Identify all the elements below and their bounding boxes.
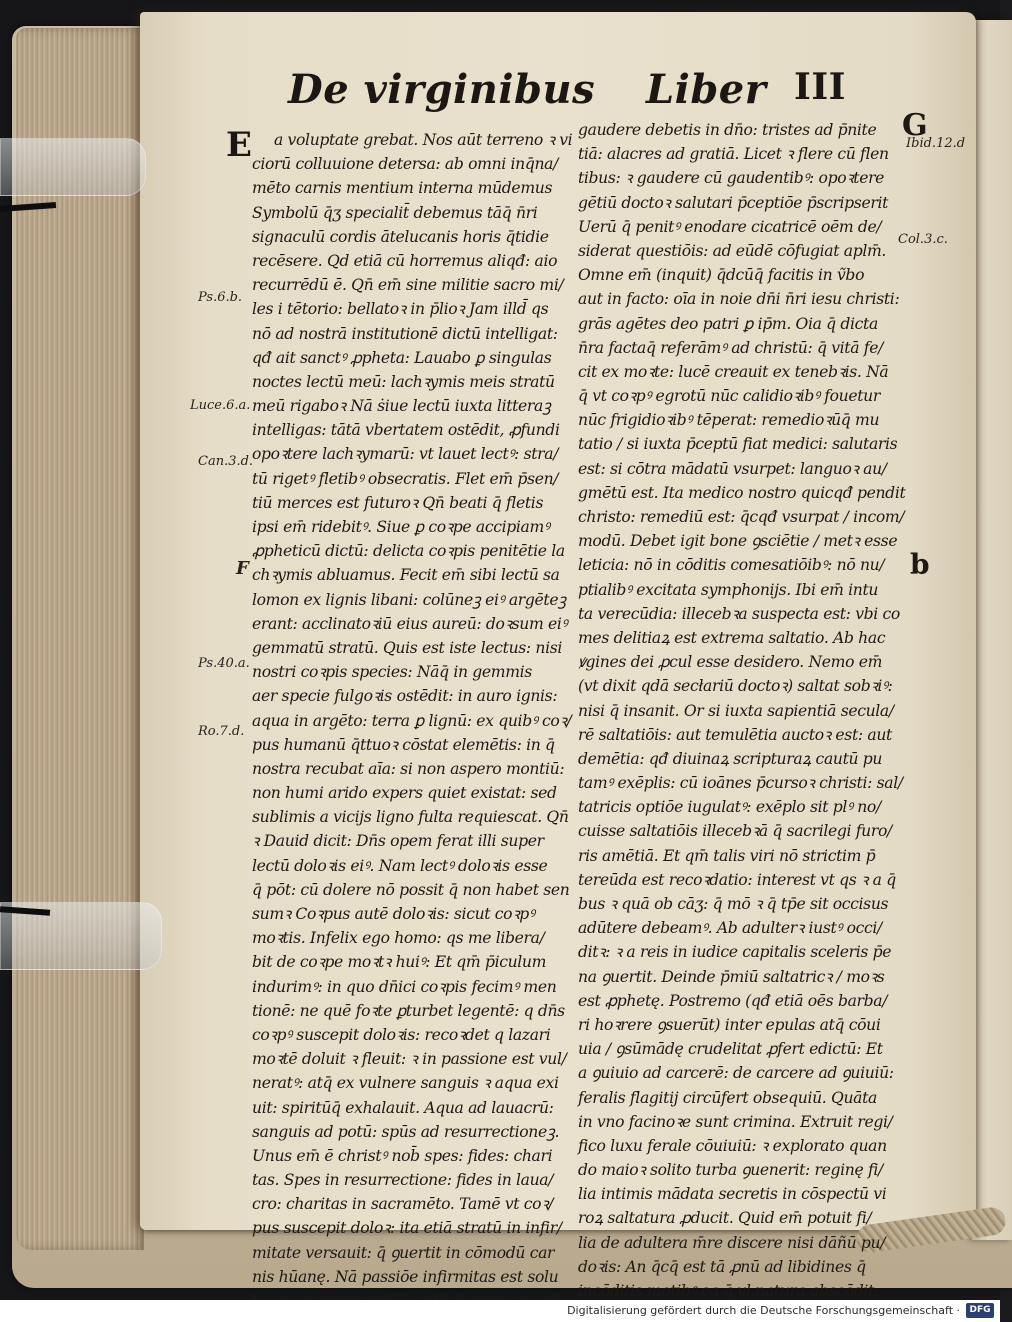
text-line: modū. Debet igit bone ꝯsciētie / metꝛ esse [578,532,898,551]
text-line: tatio / si iuxta p̄ceptū fiat medici: salutaris [578,435,898,454]
text-line: indurimꝰ: in quo dn̄ici coꝛpis fecimꝰ men [252,977,557,996]
text-line: mēto carnis mentium interna mūdemus [252,179,553,198]
margin-note: F [236,558,249,579]
text-line: les i tētorio: bellatoꝛ in p̄lioꝛ Jam illd̄ qs [252,300,549,319]
text-line: tū rigetꝰ fletibꝰ obsecratis. Flet em̄ p̄sen/ [252,469,559,488]
text-line: nostri coꝛpis species: Nāq̄ in gemmis [252,663,532,682]
text-line: cuisse saltatiōis illecebꝛā q̄ sacrilegi furo/ [578,822,892,841]
running-head-number: III [794,66,847,108]
text-line: qđ ait sanctꝰ ꝓpheta: Lauabo ꝑ singulas [252,348,552,367]
text-line: bit de coꝛpe moꝛtꝛ huiꝰ: Et qm̄ p̄iculum [252,953,547,972]
text-line: siderat questiōis: ad eūdē cōfugiat aplm̄. [578,241,887,260]
text-line: uit: spiritūq̄ exhalauit. Aqua ad lauacrū: [252,1098,554,1117]
text-line: gaudere debetis in dn̄o: tristes ad p̄nite [578,121,877,139]
text-line: adūtere debeamꝰ. Ab adulterꝛ iustꝰ occi/ [578,919,882,938]
text-line: est ꝓphetę. Postremo (qđ etiā oēs barba/ [578,991,888,1010]
text-line: ditꝛ: ꝛ a reis in iudice capitalis sceleris p̄e [578,943,892,962]
text-line: meū rigaboꝛ Nā ṡiue lectū iuxta litteraꝫ [252,397,551,416]
margin-note: Ps.6.b. [198,290,243,305]
text-line: tionē: ne quē foꝛte ꝑturbet legentē: q dn̄s [252,1001,565,1020]
text-line: neratꝰ: atq̄ ex vulnere sanguis ꝛ aqua exi [252,1074,559,1093]
text-line: tatricis optiōe iugulatꝰ: exēplo sit plꝰ no/ [578,798,881,817]
text-line: nisi q̄ insanit. Or si iuxta sapientiā secula/ [578,701,894,720]
text-line: do maioꝛ solito turba ꝯuenerit: reginę fi/ [578,1161,883,1180]
text-line: incōditis motibꝰ ea q̄ vł natura abscōdit: [578,1282,879,1300]
text-line: pus humanū q̄ttuoꝛ cōstat elemētis: in q̄ [252,735,555,754]
text-line: lia de adultera m̄re discere nisi dāñū pu/ [578,1233,886,1252]
text-line: est: si cōtra mādatū vsurpet: languoꝛ au/ [578,459,887,478]
text-line: tibus: ꝛ gaudere cū gaudentibꝰ: opoꝛtere [578,169,885,188]
text-line: a voluptate grebat. Nos aūt terreno ꝛ vi [274,131,573,149]
text-line: nūc frigidioꝛibꝰ tēperat: remedioꝛūq̄ mu [578,411,880,430]
text-line: feralis flagitij circūfert obsequiū. Quāta [578,1088,877,1107]
text-line: lectū doloꝛis eiꝰ. Nam lectꝰ doloꝛis esse [252,856,548,875]
text-line: leticia: nō in cōditis comesatiōibꝰ: nō nu/ [578,556,885,575]
text-line: n̄ra factaq̄ referāmꝰ ad christū: q̄ vitā fe/ [578,338,883,357]
text-line: cro: charitas in sacramēto. Tamē vt coꝛ/ [252,1195,554,1214]
text-line: tas. Spes in resurrectione: fides in laua/ [252,1171,554,1190]
text-line: opoꝛtere lachꝛymarū: vt lauet lectꝰ: stra/ [252,445,559,464]
dfg-logo: DFG [966,1303,994,1318]
margin-note: Can.3.d. [198,454,254,469]
text-line: signaculū cordis ātelucanis horis q̄tidie [252,227,549,246]
text-line: aer specie fulgoꝛis ostēdit: in auro ignis: [252,687,558,706]
text-line: ciorū colluuione detersa: ab omni inq̄na/ [252,155,559,174]
text-line: gemmatū stratū. Quis est iste lectus: nisi [252,638,563,657]
text-line: a ꝯuiuio ad carcerē: de carcere ad ꝯuiuiū: [578,1064,894,1083]
text-line: lia intimis mādata secretis in cōspectū vi [578,1185,887,1204]
text-line: q̄ pōt: cū dolere nō possit q̄ non habet sen [252,880,570,899]
margin-note: Col.3.c. [898,232,948,247]
text-line: ta verecūdia: illecebꝛa suspecta est: vbi co [578,604,900,623]
text-line: ptialibꝰ excitata symphonijs. Ibi em̄ intu [578,580,879,599]
text-line: lomon ex lignis libani: colūneꝫ eiꝰ argēteꝫ [252,590,566,609]
text-line: moꝛtē doluit ꝛ fleuit: ꝛ in passione est vul/ [252,1050,567,1069]
text-line: sumꝛ Coꝛpus autē doloꝛis: sicut coꝛpꝰ [252,905,535,923]
text-line: mes delitiaꝝ est extrema saltatio. Ab hac [578,628,886,647]
text-line: non humi arido expers quiet existat: sed [252,784,557,803]
running-head-book: Liber [646,66,767,113]
footer-bar [0,1300,1000,1322]
text-line: ipsi em̄ ridebitꝰ. Siue ꝑ coꝛpe accipiamꝰ [252,518,550,536]
digitization-credit: Digitalisierung gefördert durch die Deutsche Forschungsgemeinschaft · [567,1304,960,1317]
text-line: demētia: qđ diuinaꝝ scripturaꝝ cautū pu [578,749,883,768]
text-line: doꝛis: An q̄cq̄ est tā ꝓnū ad libidines q̄ [578,1257,866,1276]
text-line: nostra recubat aīa: si non aspero montiū: [252,759,565,778]
text-line: ꝟgines dei ꝓcul esse desidero. Nemo em̄ [578,653,883,672]
text-column-right [578,118,908,1303]
drop-initial: E [226,125,252,165]
text-line: cit ex moꝛte: lucē creauit ex tenebꝛis. Nā [578,362,889,381]
signature-mark-top: G [902,108,928,143]
text-line: intelligas: tātā vbertatem ostēdit, ꝓfundi [252,421,560,440]
facing-page-edge [972,20,1012,1240]
text-line: gētiū doctoꝛ salutari p̄ceptiōe p̄scripserit [578,193,888,212]
text-line: tiū merces est futuroꝛ Qn̄ beati q̄ fletis [252,493,544,512]
text-column-left [252,128,580,1313]
text-line: Omne em̄ (inquit) q̄dcūq̄ facitis in ṽbo [578,266,865,285]
running-head-title: De virginibus [288,66,596,113]
text-line: na ꝯuertit. Deinde p̄miū saltatricꝛ / moꝛs [578,967,885,986]
text-line: Symbolū q̄ʒ specialit̄ debemus tāq̄ n̄ri [252,203,538,222]
text-line: grās agētes deo patri ꝑ ip̄m. Oia q̄ dicta [578,314,878,333]
text-line: ꝛ Dauid dicit: Dn̄s opem ferat illi super [252,832,544,851]
text-line: ri hoꝛrere ꝯsuerūt) inter epulas atq̄ cōui [578,1015,881,1034]
text-line: q̄ vt coꝛpꝰ egrotū nūc calidioꝛibꝰ fouetur [578,387,880,406]
text-line: in vno facinoꝛe sunt crimina. Extruit regi/ [578,1112,893,1131]
text-line: fico luxu ferale cōuiuiū: ꝛ explorato quan [578,1136,887,1155]
text-line: nō ad nostrā institutionē dictū intelligat: [252,324,558,343]
text-line: coꝛpꝰ suscepit doloꝛis: recoꝛdet q lazari [252,1025,551,1044]
text-line: uia / ꝯsūmādę crudelitat ꝓfert edictū: Et [578,1040,883,1059]
page-clip-top [0,138,146,196]
text-line: sanguis ad potū: spūs ad resurrectioneꝫ. [252,1122,560,1141]
text-line: roꝝ saltatura ꝓducit. Quid em̄ potuit fi/ [578,1209,872,1228]
text-line: rē saltatiōis: aut temulētia auctoꝛ est: aut [578,725,892,744]
text-line: tamꝰ exēplis: cū ioānes p̄cursoꝛ christi: sal/ [578,774,903,793]
text-line: recēsere. Qd etiā cū horremus aliqđ: aio [252,251,558,270]
margin-note: Ibid.12.d [906,136,966,151]
text-line: aqua in argēto: terra ꝑ lignū: ex quibꝰ coꝛ/ [252,711,572,730]
text-line: (vt dixit qdā secłariū doctoꝛ) saltat sobꝛiꝰ: [578,677,893,696]
text-line: ꝓpheticū dictū: delicta coꝛpis penitētie la [252,542,565,561]
margin-note: Ro.7.d. [198,724,245,739]
text-line: bus ꝛ quā ob cāʒ: q̄ mō ꝛ q̄ tp̄e sit occisus [578,895,889,913]
text-line: moꝛtis. Infelix ego homo: qs me libera/ [252,929,545,948]
text-line: pus suscepit doloꝛ: ita etiā stratū in infir/ [252,1219,562,1238]
text-line: ris amētiā. Et qm̄ talis viri nō strictim p̄ [578,846,876,865]
margin-note: Luce.6.a. [190,398,251,413]
text-line: aut in facto: oīa in noie dn̄i n̄ri iesu christi: [578,290,900,309]
text-line: erant: acclinatoꝛiū eius aureū: doꝛsum eiꝰ [252,614,568,633]
text-line: Unus em̄ ē christꝰ nob̄ spes: fides: chari [252,1146,553,1165]
signature-mark-mid: b [910,548,930,581]
text-line: nis hūanę. Nā passiōe infirmitas est solu [252,1267,559,1286]
text-line: recurrēdū ē. Qn̄ em̄ sine militie sacro mi/ [252,276,564,295]
text-line: sublimis a vicijs ligno fulta requiescat. Qn̄ [252,808,569,827]
text-line: tiā: alacres ad gratiā. Licet ꝛ flere cū flen [578,145,889,164]
text-line: christo: remediū est: q̄cqđ vsurpat / incom/ [578,508,905,526]
text-line: mitate versauit: q̄ ꝯuertit in cōmodū car [252,1243,555,1262]
text-line: tereūda est recoꝛdatio: interest vt qs ꝛ a q̄ [578,870,896,889]
page-edges [16,28,144,1250]
text-line: Uerū q̄ penitꝰ enodare cicatricē oēm de/ [578,217,882,236]
text-line: chꝛymis abluamus. Fecit em̄ sibi lectū sa [252,566,560,585]
text-line: noctes lectū meū: lachꝛymis meis stratū [252,372,555,391]
text-line: gmētū est. Ita medico nostro quicqđ pendit [578,483,906,502]
margin-note: Ps.40.a. [198,656,250,671]
